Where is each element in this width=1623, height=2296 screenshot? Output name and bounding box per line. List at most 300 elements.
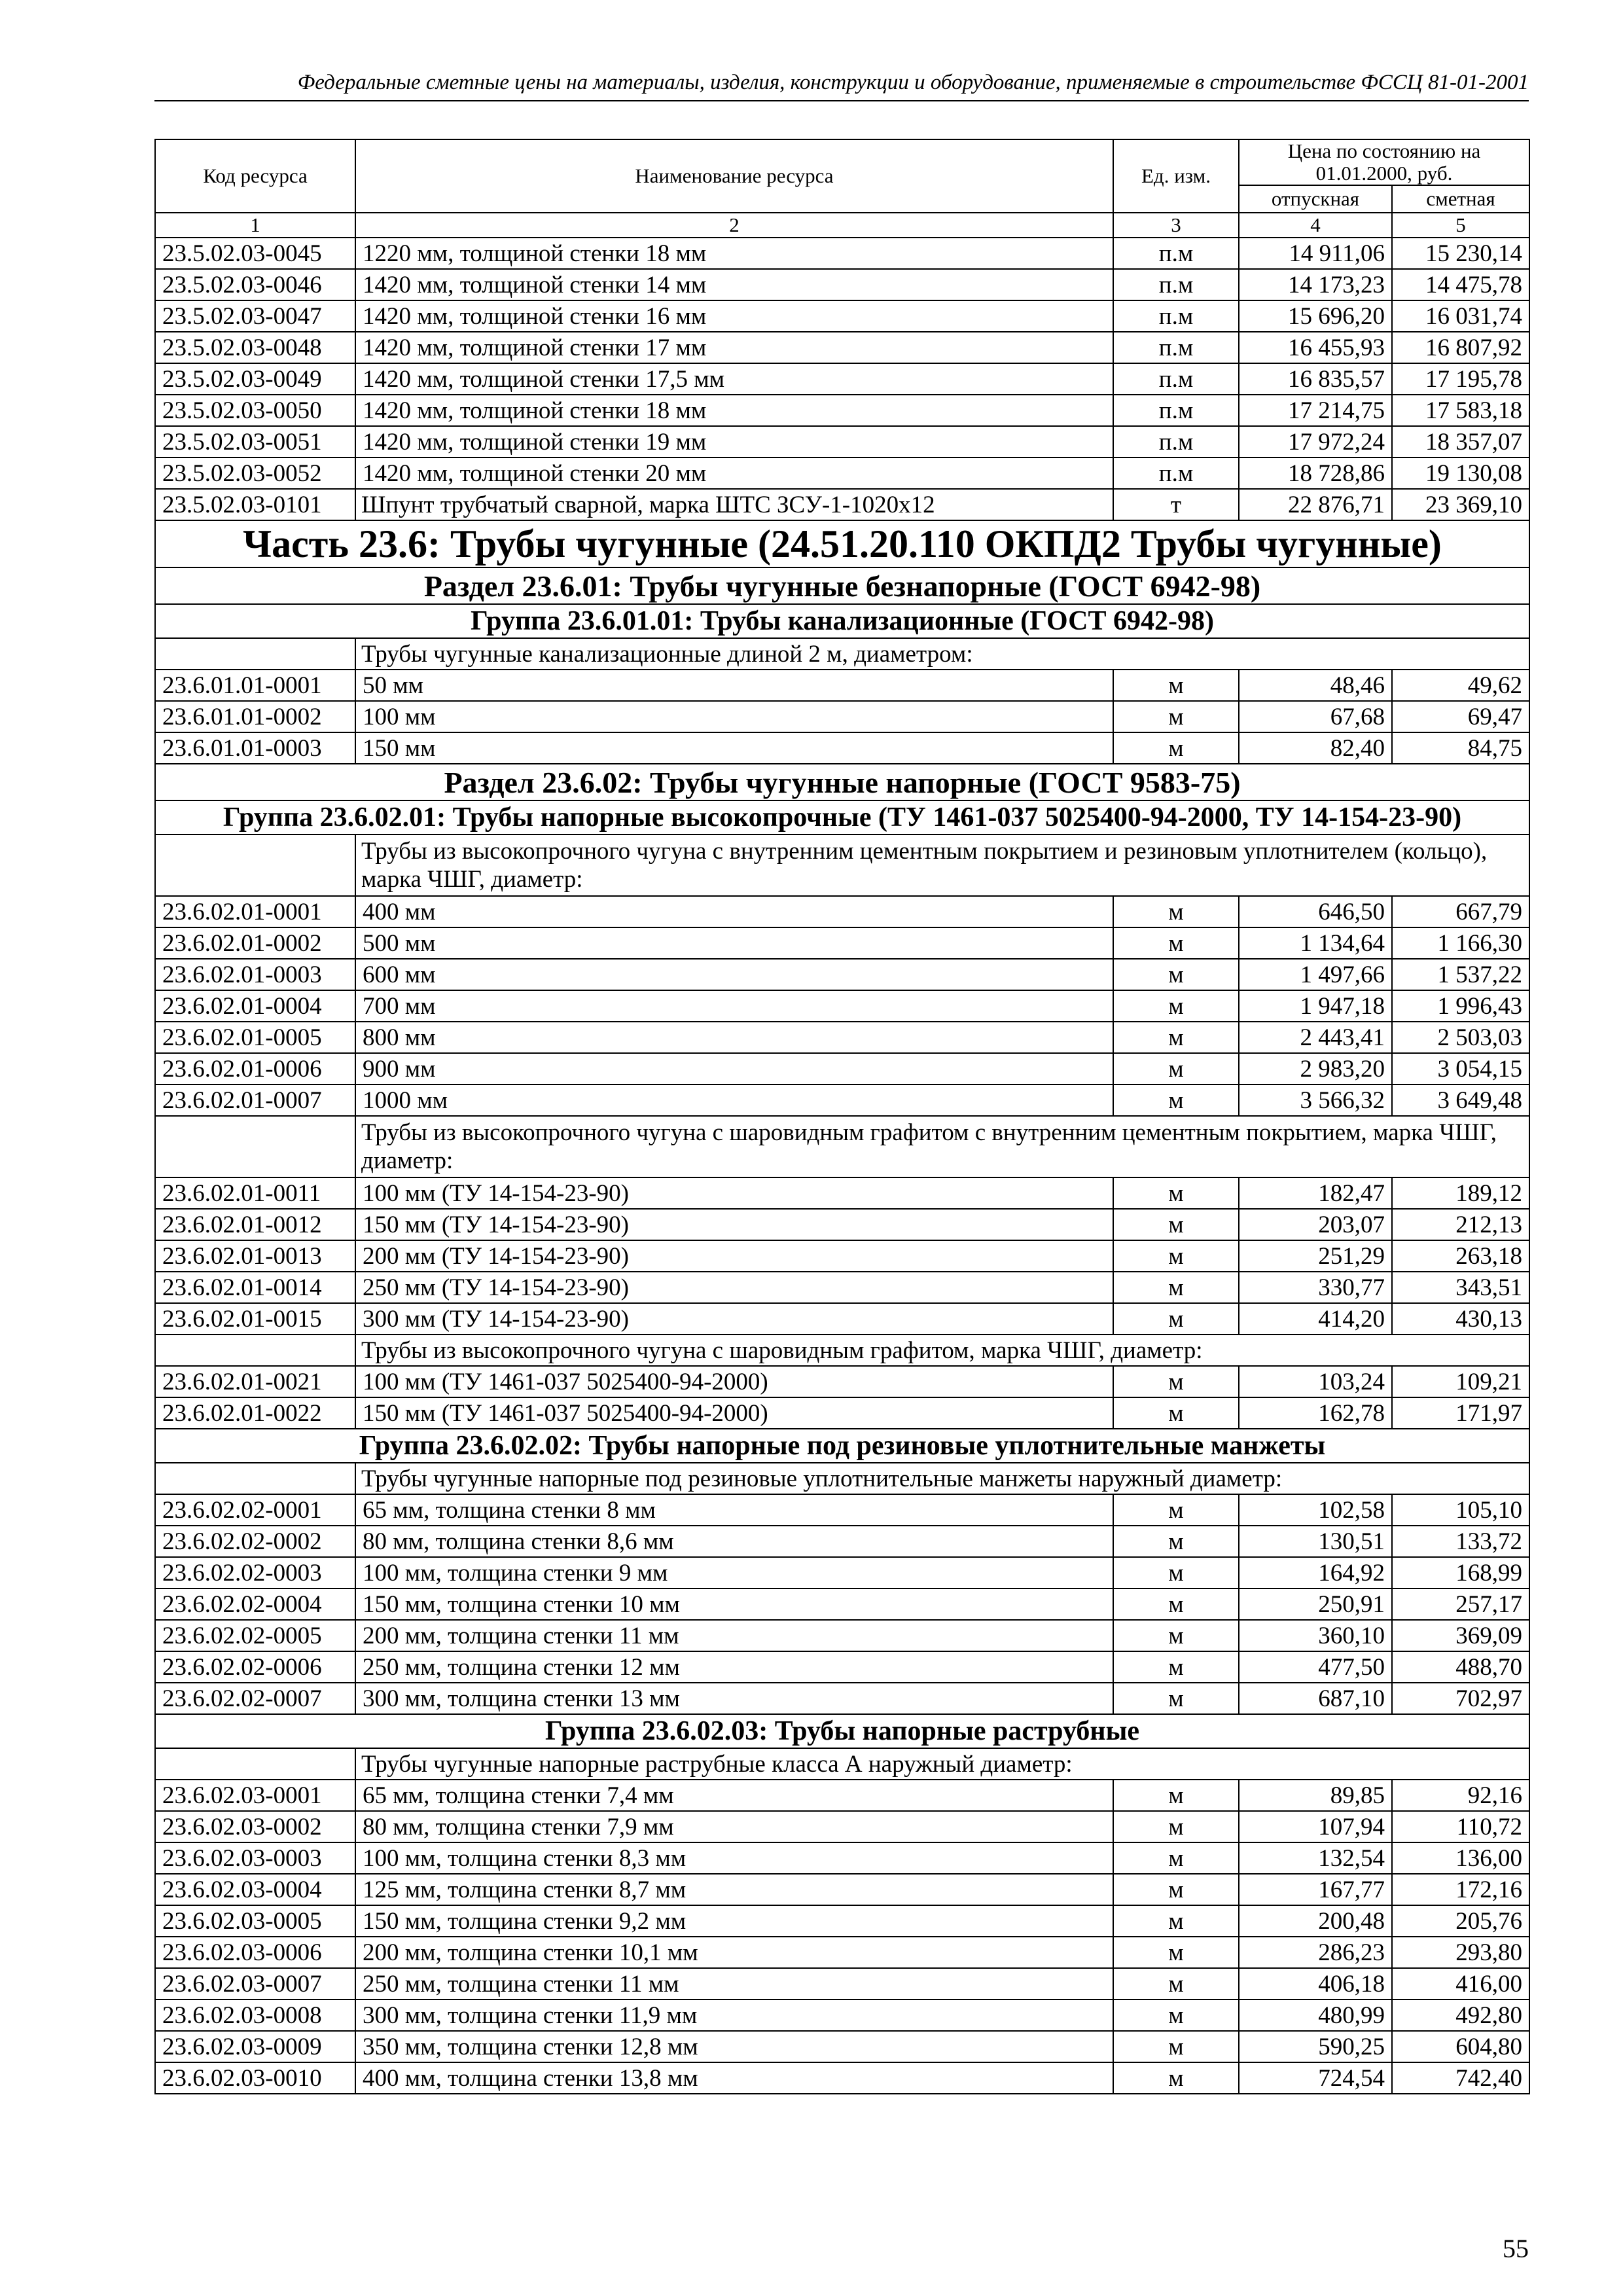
resource-name: 250 мм (ТУ 14-154-23-90) <box>355 1272 1113 1303</box>
resource-code: 23.6.02.02-0007 <box>155 1683 355 1714</box>
resource-code: 23.6.02.01-0012 <box>155 1209 355 1240</box>
resource-code: 23.6.02.01-0013 <box>155 1240 355 1272</box>
resource-unit: м <box>1113 1494 1239 1526</box>
release-price: 2 983,20 <box>1239 1053 1392 1085</box>
resource-unit: м <box>1113 701 1239 732</box>
table-row <box>155 426 1529 457</box>
resource-unit: м <box>1113 990 1239 1022</box>
resource-name: 1420 мм, толщиной стенки 17 мм <box>355 332 1113 363</box>
resource-name: 100 мм, толщина стенки 8,3 мм <box>355 1842 1113 1874</box>
estimate-price: 172,16 <box>1392 1874 1529 1905</box>
resource-name: 1420 мм, толщиной стенки 19 мм <box>355 426 1113 457</box>
resource-code: 23.6.02.03-0006 <box>155 1937 355 1968</box>
release-price: 67,68 <box>1239 701 1392 732</box>
estimate-price: 263,18 <box>1392 1240 1529 1272</box>
resource-code: 23.6.02.01-0015 <box>155 1303 355 1335</box>
resource-unit: м <box>1113 1085 1239 1116</box>
estimate-price: 105,10 <box>1392 1494 1529 1526</box>
resource-name: 600 мм <box>355 959 1113 990</box>
resource-unit: м <box>1113 1874 1239 1905</box>
group-title: Группа 23.6.02.03: Трубы напорные раструбные <box>155 1714 1529 1748</box>
release-price: 102,58 <box>1239 1494 1392 1526</box>
table-row <box>155 2062 1529 2094</box>
resource-code: 23.6.02.01-0011 <box>155 1177 355 1209</box>
resource-name: 200 мм, толщина стенки 10,1 мм <box>355 1937 1113 1968</box>
resource-unit: п.м <box>1113 395 1239 426</box>
release-price: 406,18 <box>1239 1968 1392 2000</box>
header-unit: Ед. изм. <box>1113 139 1239 213</box>
column-number-row <box>155 213 1529 238</box>
resource-unit: м <box>1113 1366 1239 1397</box>
table-row <box>155 1209 1529 1240</box>
group-description: Трубы чугунные напорные под резиновые уплотнительные манжеты наружный диаметр: <box>355 1463 1529 1494</box>
release-price: 167,77 <box>1239 1874 1392 1905</box>
part-heading-row <box>155 520 1529 567</box>
resource-code: 23.6.02.03-0009 <box>155 2031 355 2062</box>
resource-unit: м <box>1113 1683 1239 1714</box>
estimate-price: 84,75 <box>1392 732 1529 764</box>
resource-name: 250 мм, толщина стенки 11 мм <box>355 1968 1113 2000</box>
resource-code: 23.6.01.01-0002 <box>155 701 355 732</box>
table-row <box>155 670 1529 701</box>
resource-code: 23.5.02.03-0049 <box>155 363 355 395</box>
resource-code: 23.5.02.03-0051 <box>155 426 355 457</box>
resource-unit: п.м <box>1113 426 1239 457</box>
estimate-price: 702,97 <box>1392 1683 1529 1714</box>
group-description: Трубы из высокопрочного чугуна с шаровидным графитом, марка ЧШГ, диаметр: <box>355 1335 1529 1366</box>
estimate-price: 69,47 <box>1392 701 1529 732</box>
resource-unit: м <box>1113 1811 1239 1842</box>
estimate-price: 19 130,08 <box>1392 457 1529 489</box>
release-price: 1 134,64 <box>1239 927 1392 959</box>
resource-unit: м <box>1113 1651 1239 1683</box>
estimate-price: 109,21 <box>1392 1366 1529 1397</box>
table-row <box>155 990 1529 1022</box>
resource-unit: м <box>1113 1053 1239 1085</box>
release-price: 16 835,57 <box>1239 363 1392 395</box>
resource-name: 1220 мм, толщиной стенки 18 мм <box>355 238 1113 269</box>
release-price: 15 696,20 <box>1239 300 1392 332</box>
header-code: Код ресурса <box>155 139 355 213</box>
table-row <box>155 363 1529 395</box>
table-row <box>155 1968 1529 2000</box>
header-release: отпускная <box>1239 185 1392 213</box>
resource-unit: т <box>1113 489 1239 520</box>
estimate-price: 2 503,03 <box>1392 1022 1529 1053</box>
resource-code: 23.6.02.03-0002 <box>155 1811 355 1842</box>
table-row <box>155 1526 1529 1557</box>
estimate-price: 667,79 <box>1392 896 1529 927</box>
release-price: 687,10 <box>1239 1683 1392 1714</box>
resource-unit: м <box>1113 1937 1239 1968</box>
table-row <box>155 1588 1529 1620</box>
resource-name: 50 мм <box>355 670 1113 701</box>
resource-unit: м <box>1113 1588 1239 1620</box>
resource-code: 23.5.02.03-0052 <box>155 457 355 489</box>
table-row <box>155 1780 1529 1811</box>
group-title: Группа 23.6.01.01: Трубы канализационные (ГОСТ 6942-98) <box>155 604 1529 638</box>
resource-code: 23.6.02.01-0022 <box>155 1397 355 1429</box>
resource-name: 500 мм <box>355 927 1113 959</box>
resource-code: 23.6.02.02-0005 <box>155 1620 355 1651</box>
estimate-price: 369,09 <box>1392 1620 1529 1651</box>
resource-unit: м <box>1113 2000 1239 2031</box>
resource-code: 23.6.02.01-0005 <box>155 1022 355 1053</box>
resource-unit: м <box>1113 670 1239 701</box>
resource-unit: м <box>1113 896 1239 927</box>
resource-unit: м <box>1113 1397 1239 1429</box>
estimate-price: 488,70 <box>1392 1651 1529 1683</box>
description-row <box>155 1748 1529 1780</box>
resource-unit: м <box>1113 959 1239 990</box>
group-description: Трубы из высокопрочного чугуна с шаровидным графитом с внутренним цементным покрытием, марка ЧШГ, диаметр: <box>355 1116 1529 1177</box>
estimate-price: 3 054,15 <box>1392 1053 1529 1085</box>
table-row <box>155 1874 1529 1905</box>
resource-code: 23.6.02.03-0003 <box>155 1842 355 1874</box>
resource-name: 300 мм, толщина стенки 13 мм <box>355 1683 1113 1714</box>
table-row <box>155 457 1529 489</box>
column-number: 1 <box>155 213 355 238</box>
estimate-price: 742,40 <box>1392 2062 1529 2094</box>
release-price: 132,54 <box>1239 1842 1392 1874</box>
resource-unit: п.м <box>1113 457 1239 489</box>
table-row <box>155 489 1529 520</box>
table-row <box>155 1811 1529 1842</box>
resource-name: 80 мм, толщина стенки 8,6 мм <box>355 1526 1113 1557</box>
table-row <box>155 1905 1529 1937</box>
release-price: 251,29 <box>1239 1240 1392 1272</box>
estimate-price: 23 369,10 <box>1392 489 1529 520</box>
page-number: 55 <box>1503 2234 1529 2263</box>
table-row <box>155 1494 1529 1526</box>
release-price: 103,24 <box>1239 1366 1392 1397</box>
table-row <box>155 732 1529 764</box>
resource-unit: п.м <box>1113 300 1239 332</box>
release-price: 250,91 <box>1239 1588 1392 1620</box>
release-price: 16 455,93 <box>1239 332 1392 363</box>
resource-code: 23.6.02.01-0007 <box>155 1085 355 1116</box>
resource-code: 23.6.02.03-0005 <box>155 1905 355 1937</box>
release-price: 360,10 <box>1239 1620 1392 1651</box>
header-name: Наименование ресурса <box>355 139 1113 213</box>
release-price: 286,23 <box>1239 1937 1392 1968</box>
release-price: 17 972,24 <box>1239 426 1392 457</box>
resource-name: 150 мм, толщина стенки 9,2 мм <box>355 1905 1113 1937</box>
page-header: Федеральные сметные цены на материалы, изделия, конструкции и оборудование, применяемые в строительстве ФССЦ 81-01-2001 <box>154 71 1529 101</box>
group-heading-row <box>155 800 1529 834</box>
resource-unit: м <box>1113 1780 1239 1811</box>
table-row <box>155 896 1529 927</box>
estimate-price: 49,62 <box>1392 670 1529 701</box>
resource-name: 400 мм <box>355 896 1113 927</box>
empty-cell <box>155 1463 355 1494</box>
table-row <box>155 395 1529 426</box>
resource-code: 23.5.02.03-0047 <box>155 300 355 332</box>
resource-code: 23.6.01.01-0003 <box>155 732 355 764</box>
estimate-price: 257,17 <box>1392 1588 1529 1620</box>
table-row <box>155 2031 1529 2062</box>
resource-name: 65 мм, толщина стенки 7,4 мм <box>355 1780 1113 1811</box>
table-row <box>155 300 1529 332</box>
resource-code: 23.6.02.02-0002 <box>155 1526 355 1557</box>
estimate-price: 17 583,18 <box>1392 395 1529 426</box>
resource-unit: п.м <box>1113 269 1239 300</box>
resource-unit: п.м <box>1113 238 1239 269</box>
resource-name: 100 мм (ТУ 1461-037 5025400-94-2000) <box>355 1366 1113 1397</box>
resource-unit: м <box>1113 1022 1239 1053</box>
table-row <box>155 1842 1529 1874</box>
release-price: 724,54 <box>1239 2062 1392 2094</box>
estimate-price: 212,13 <box>1392 1209 1529 1240</box>
resource-code: 23.5.02.03-0045 <box>155 238 355 269</box>
empty-cell <box>155 834 355 896</box>
resource-unit: м <box>1113 1209 1239 1240</box>
resource-name: 900 мм <box>355 1053 1113 1085</box>
resource-name: 1420 мм, толщиной стенки 18 мм <box>355 395 1113 426</box>
release-price: 48,46 <box>1239 670 1392 701</box>
resource-name: 80 мм, толщина стенки 7,9 мм <box>355 1811 1113 1842</box>
header-price: Цена по состоянию на 01.01.2000, руб. <box>1239 139 1529 185</box>
table-row <box>155 269 1529 300</box>
resource-code: 23.6.02.02-0001 <box>155 1494 355 1526</box>
resource-name: 125 мм, толщина стенки 8,7 мм <box>355 1874 1113 1905</box>
release-price: 1 497,66 <box>1239 959 1392 990</box>
resource-code: 23.5.02.03-0101 <box>155 489 355 520</box>
resource-code: 23.6.02.03-0004 <box>155 1874 355 1905</box>
resource-name: 700 мм <box>355 990 1113 1022</box>
resource-name: 100 мм <box>355 701 1113 732</box>
resource-code: 23.6.02.03-0010 <box>155 2062 355 2094</box>
release-price: 164,92 <box>1239 1557 1392 1588</box>
resource-unit: м <box>1113 1968 1239 2000</box>
resource-code: 23.6.01.01-0001 <box>155 670 355 701</box>
table-row <box>155 1177 1529 1209</box>
resource-unit: п.м <box>1113 332 1239 363</box>
description-row <box>155 1335 1529 1366</box>
resource-unit: п.м <box>1113 363 1239 395</box>
resource-code: 23.6.02.03-0001 <box>155 1780 355 1811</box>
resource-unit: м <box>1113 1905 1239 1937</box>
release-price: 200,48 <box>1239 1905 1392 1937</box>
release-price: 414,20 <box>1239 1303 1392 1335</box>
empty-cell <box>155 638 355 670</box>
resource-unit: м <box>1113 1557 1239 1588</box>
release-price: 22 876,71 <box>1239 489 1392 520</box>
resource-name: 150 мм, толщина стенки 10 мм <box>355 1588 1113 1620</box>
table-row <box>155 1053 1529 1085</box>
resource-unit: м <box>1113 1526 1239 1557</box>
table-row <box>155 701 1529 732</box>
resource-name: 150 мм (ТУ 14-154-23-90) <box>355 1209 1113 1240</box>
column-number: 5 <box>1392 213 1529 238</box>
group-description: Трубы из высокопрочного чугуна с внутренним цементным покрытием и резиновым уплотнителем (кольцо), марка ЧШГ, диаметр: <box>355 834 1529 896</box>
header-estimate: сметная <box>1392 185 1529 213</box>
estimate-price: 343,51 <box>1392 1272 1529 1303</box>
resource-name: Шпунт трубчатый сварной, марка ШТС ЗСУ-1-1020x12 <box>355 489 1113 520</box>
section-heading-row <box>155 764 1529 800</box>
resource-unit: м <box>1113 1303 1239 1335</box>
resource-name: 1420 мм, толщиной стенки 20 мм <box>355 457 1113 489</box>
resource-name: 350 мм, толщина стенки 12,8 мм <box>355 2031 1113 2062</box>
resource-unit: м <box>1113 1842 1239 1874</box>
resource-code: 23.6.02.02-0006 <box>155 1651 355 1683</box>
resource-unit: м <box>1113 927 1239 959</box>
table-row <box>155 2000 1529 2031</box>
resource-code: 23.6.02.02-0003 <box>155 1557 355 1588</box>
estimate-price: 1 166,30 <box>1392 927 1529 959</box>
resource-unit: м <box>1113 1272 1239 1303</box>
table-row <box>155 238 1529 269</box>
resource-code: 23.6.02.02-0004 <box>155 1588 355 1620</box>
description-row <box>155 1463 1529 1494</box>
group-title: Группа 23.6.02.02: Трубы напорные под резиновые уплотнительные манжеты <box>155 1429 1529 1463</box>
release-price: 2 443,41 <box>1239 1022 1392 1053</box>
resource-unit: м <box>1113 732 1239 764</box>
release-price: 590,25 <box>1239 2031 1392 2062</box>
section-title: Раздел 23.6.02: Трубы чугунные напорные (ГОСТ 9583-75) <box>155 764 1529 800</box>
estimate-price: 492,80 <box>1392 2000 1529 2031</box>
resource-name: 1420 мм, толщиной стенки 14 мм <box>355 269 1113 300</box>
resource-code: 23.6.02.01-0021 <box>155 1366 355 1397</box>
group-heading-row <box>155 1429 1529 1463</box>
estimate-price: 3 649,48 <box>1392 1085 1529 1116</box>
resource-name: 150 мм <box>355 732 1113 764</box>
resource-name: 100 мм (ТУ 14-154-23-90) <box>355 1177 1113 1209</box>
resource-name: 1420 мм, толщиной стенки 17,5 мм <box>355 363 1113 395</box>
estimate-price: 189,12 <box>1392 1177 1529 1209</box>
estimate-price: 92,16 <box>1392 1780 1529 1811</box>
estimate-price: 110,72 <box>1392 1811 1529 1842</box>
resource-code: 23.6.02.01-0014 <box>155 1272 355 1303</box>
estimate-price: 14 475,78 <box>1392 269 1529 300</box>
resource-code: 23.5.02.03-0046 <box>155 269 355 300</box>
resource-name: 100 мм, толщина стенки 9 мм <box>355 1557 1113 1588</box>
release-price: 18 728,86 <box>1239 457 1392 489</box>
description-row <box>155 1116 1529 1177</box>
table-row <box>155 1937 1529 1968</box>
table-row <box>155 1651 1529 1683</box>
estimate-price: 1 537,22 <box>1392 959 1529 990</box>
estimate-price: 16 807,92 <box>1392 332 1529 363</box>
release-price: 3 566,32 <box>1239 1085 1392 1116</box>
estimate-price: 15 230,14 <box>1392 238 1529 269</box>
release-price: 480,99 <box>1239 2000 1392 2031</box>
table-row <box>155 1366 1529 1397</box>
empty-cell <box>155 1748 355 1780</box>
estimate-price: 18 357,07 <box>1392 426 1529 457</box>
description-row <box>155 638 1529 670</box>
release-price: 330,77 <box>1239 1272 1392 1303</box>
estimate-price: 430,13 <box>1392 1303 1529 1335</box>
release-price: 203,07 <box>1239 1209 1392 1240</box>
estimate-price: 133,72 <box>1392 1526 1529 1557</box>
table-row <box>155 959 1529 990</box>
estimate-price: 604,80 <box>1392 2031 1529 2062</box>
resource-name: 200 мм (ТУ 14-154-23-90) <box>355 1240 1113 1272</box>
resource-unit: м <box>1113 2031 1239 2062</box>
release-price: 14 173,23 <box>1239 269 1392 300</box>
resource-name: 200 мм, толщина стенки 11 мм <box>355 1620 1113 1651</box>
table-row <box>155 1085 1529 1116</box>
table-row <box>155 1022 1529 1053</box>
release-price: 89,85 <box>1239 1780 1392 1811</box>
resource-code: 23.6.02.01-0006 <box>155 1053 355 1085</box>
release-price: 130,51 <box>1239 1526 1392 1557</box>
group-description: Трубы чугунные напорные раструбные класса А наружный диаметр: <box>355 1748 1529 1780</box>
resource-code: 23.6.02.01-0002 <box>155 927 355 959</box>
estimate-price: 16 031,74 <box>1392 300 1529 332</box>
table-row <box>155 1557 1529 1588</box>
table-row <box>155 1272 1529 1303</box>
empty-cell <box>155 1335 355 1366</box>
resource-name: 1000 мм <box>355 1085 1113 1116</box>
section-title: Раздел 23.6.01: Трубы чугунные безнапорные (ГОСТ 6942-98) <box>155 567 1529 604</box>
release-price: 82,40 <box>1239 732 1392 764</box>
resource-code: 23.6.02.01-0003 <box>155 959 355 990</box>
resource-unit: м <box>1113 2062 1239 2094</box>
release-price: 477,50 <box>1239 1651 1392 1683</box>
resource-name: 65 мм, толщина стенки 8 мм <box>355 1494 1113 1526</box>
estimate-price: 17 195,78 <box>1392 363 1529 395</box>
resource-name: 300 мм (ТУ 14-154-23-90) <box>355 1303 1113 1335</box>
estimate-price: 205,76 <box>1392 1905 1529 1937</box>
estimate-price: 168,99 <box>1392 1557 1529 1588</box>
release-price: 14 911,06 <box>1239 238 1392 269</box>
column-number: 2 <box>355 213 1113 238</box>
group-heading-row <box>155 604 1529 638</box>
estimate-price: 136,00 <box>1392 1842 1529 1874</box>
resource-name: 400 мм, толщина стенки 13,8 мм <box>355 2062 1113 2094</box>
group-title: Группа 23.6.02.01: Трубы напорные высокопрочные (ТУ 1461-037 5025400-94-2000, ТУ 14-154-23-90) <box>155 800 1529 834</box>
table-row <box>155 1620 1529 1651</box>
resource-name: 1420 мм, толщиной стенки 16 мм <box>355 300 1113 332</box>
release-price: 107,94 <box>1239 1811 1392 1842</box>
resource-name: 250 мм, толщина стенки 12 мм <box>355 1651 1113 1683</box>
empty-cell <box>155 1116 355 1177</box>
estimate-price: 416,00 <box>1392 1968 1529 2000</box>
release-price: 646,50 <box>1239 896 1392 927</box>
resource-unit: м <box>1113 1177 1239 1209</box>
estimate-price: 1 996,43 <box>1392 990 1529 1022</box>
resource-unit: м <box>1113 1620 1239 1651</box>
release-price: 17 214,75 <box>1239 395 1392 426</box>
column-number: 4 <box>1239 213 1392 238</box>
table-row <box>155 927 1529 959</box>
table-header-row <box>155 139 1529 185</box>
resource-name: 150 мм (ТУ 1461-037 5025400-94-2000) <box>355 1397 1113 1429</box>
resource-code: 23.6.02.01-0004 <box>155 990 355 1022</box>
table-row <box>155 1303 1529 1335</box>
group-description: Трубы чугунные канализационные длиной 2 м, диаметром: <box>355 638 1529 670</box>
resource-code: 23.6.02.03-0007 <box>155 1968 355 2000</box>
resource-code: 23.6.02.01-0001 <box>155 896 355 927</box>
resource-name: 800 мм <box>355 1022 1113 1053</box>
table-row <box>155 1240 1529 1272</box>
estimate-price: 171,97 <box>1392 1397 1529 1429</box>
release-price: 182,47 <box>1239 1177 1392 1209</box>
group-heading-row <box>155 1714 1529 1748</box>
part-title: Часть 23.6: Трубы чугунные (24.51.20.110 ОКПД2 Трубы чугунные) <box>155 520 1529 567</box>
table-row <box>155 332 1529 363</box>
release-price: 162,78 <box>1239 1397 1392 1429</box>
resource-code: 23.5.02.03-0050 <box>155 395 355 426</box>
resource-unit: м <box>1113 1240 1239 1272</box>
estimate-price: 293,80 <box>1392 1937 1529 1968</box>
column-number: 3 <box>1113 213 1239 238</box>
description-row <box>155 834 1529 896</box>
resource-code: 23.5.02.03-0048 <box>155 332 355 363</box>
resource-code: 23.6.02.03-0008 <box>155 2000 355 2031</box>
